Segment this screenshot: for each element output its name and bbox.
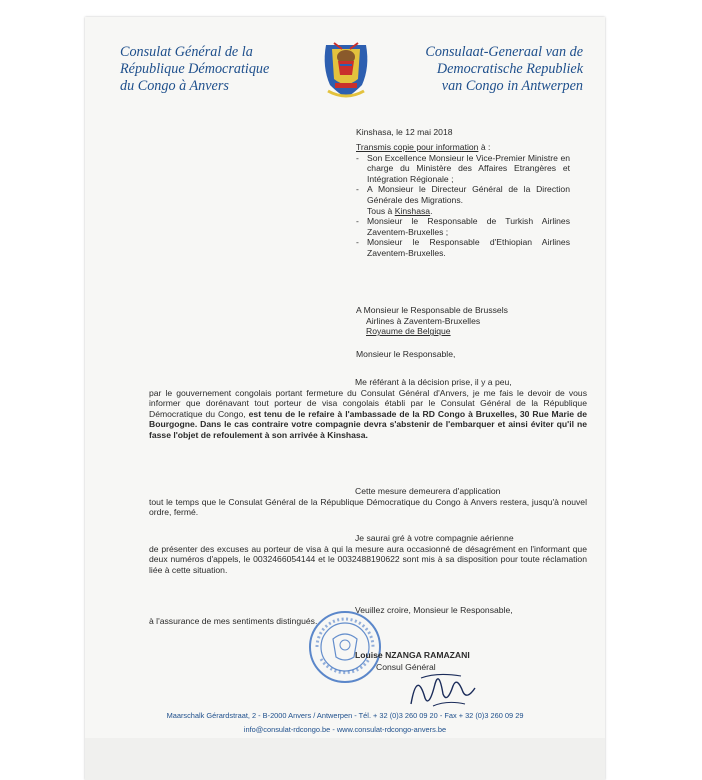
paragraph-3-text: de présenter des excuses au porteur de visa à qui la mesure aura occasionné de désagrément en l'informant que deux numéros d'appels, le 0032466054144 et le 0032488190622 sont mis à sa disposition pour toute réclamation liée à cette situation.	[149, 543, 587, 575]
copy-list-item: - Monsieur le Responsable de Turkish Airlines Zaventem-Bruxelles ;	[356, 216, 570, 237]
letterhead-dutch-line: Consulaat-Generaal van de	[425, 44, 583, 60]
handwritten-signature-icon	[403, 664, 483, 712]
copy-heading-suffix: à :	[478, 142, 491, 152]
letterhead-french-line: République Démocratique	[120, 61, 270, 77]
tous-suffix: .	[430, 205, 433, 216]
letterhead-dutch-line: van Congo in Antwerpen	[441, 78, 583, 94]
stamp-text	[85, 17, 86, 18]
footer-address: Maarschalk Gérardstraat, 2 - B-2000 Anvers / Antwerpen - Tél. + 32 (0)3 260 09 20 - Fax + 32 (0)3 260 09 29	[166, 711, 524, 720]
paragraph-3-indent: Je saurai gré à votre compagnie aérienne	[355, 533, 514, 543]
copy-list	[356, 153, 570, 259]
copy-list-item-text: A Monsieur le Directeur Général de la Direction Générale des Migrations.	[367, 184, 570, 205]
paragraph-1-text: par le gouvernement congolais portant fermeture du Consulat Général d'Anvers, je me fais le devoir de vous informer que dorénavant tout porteur de visa congolais établi par le Consulat Général de la République Démocratique du Congo,	[149, 387, 587, 419]
copy-heading-text: Transmis copie pour information	[356, 142, 479, 152]
recipient-line: Airlines à Zaventem-Bruxelles	[366, 315, 481, 326]
tous-city: Kinshasa	[394, 205, 431, 216]
letterhead-french-line: Consulat Général de la	[120, 44, 253, 60]
copy-block	[356, 142, 570, 259]
paragraph-2-indent: Cette mesure demeurera d'application	[355, 486, 501, 496]
recipient-block	[356, 305, 556, 337]
copy-list-item: - Son Excellence Monsieur le Vice-Premier Ministre en charge du Ministère des Affaires Etrangères et Intégration Régionale ;	[356, 153, 570, 185]
paragraph-2-text: tout le temps que le Consulat Général de la République Démocratique du Congo à Anvers restera, jusqu'à nouvel ordre, fermé.	[149, 496, 587, 518]
salutation: Monsieur le Responsable,	[356, 349, 456, 359]
consulate-stamp-icon	[307, 609, 383, 685]
page-bottom-margin	[85, 738, 605, 780]
signatory-name: Louise NZANGA RAMAZANI	[355, 650, 470, 660]
tous-prefix: Tous à	[367, 205, 395, 216]
copy-list-item: - Monsieur le Responsable d'Ethiopian Airlines Zaventem-Bruxelles.	[356, 237, 570, 258]
footer-contact: info@consulat-rdcongo.be - www.consulat-rdcongo-anvers.be	[243, 725, 447, 734]
recipient-line: A Monsieur le Responsable de Brussels	[356, 305, 508, 315]
letterhead-dutch	[383, 44, 583, 95]
letterhead-french	[120, 44, 310, 95]
date-line: Kinshasa, le 12 mai 2018	[356, 127, 453, 137]
drc-coat-of-arms-icon	[320, 35, 372, 99]
paragraph-4-text: à l'assurance de mes sentiments distingués.	[149, 615, 318, 626]
copy-heading	[356, 142, 570, 153]
letterhead-dutch-line: Democratische Republiek	[436, 61, 583, 77]
copy-list-item	[356, 184, 570, 216]
paragraph-3	[149, 533, 587, 575]
paragraph-1-indent: Me référant à la décision prise, il y a peu,	[355, 377, 512, 387]
paragraph-2	[149, 486, 587, 518]
letter-page	[85, 17, 605, 780]
letterhead-french-line: du Congo à Anvers	[120, 78, 229, 94]
paragraph-1	[149, 377, 587, 441]
paragraph-1-bold: est tenu de le refaire à l'ambassade de la RD Congo à Bruxelles, 30 Rue Marie de Bourgogne. Dans le cas contraire votre compagnie devra s'abstenir de l'embarquer et ainsi éviter qu'il ne fasse l'objet de refoulement à son arrivée à Kinshasa.	[149, 408, 587, 440]
paragraph-4-indent: Veuillez croire, Monsieur le Responsable,	[355, 605, 513, 615]
signatory-title: Consul Général	[376, 662, 436, 672]
recipient-country: Royaume de Belgique	[366, 326, 451, 337]
